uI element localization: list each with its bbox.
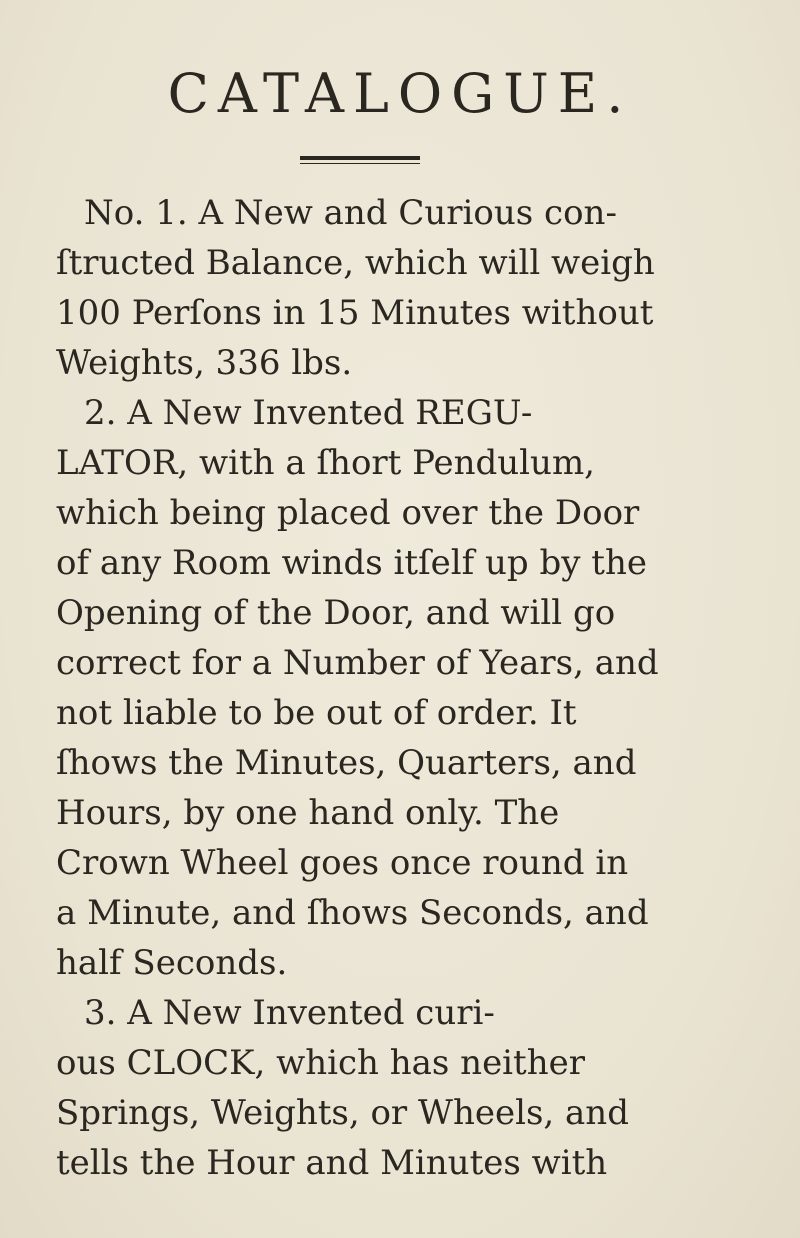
text-line: 100 Perſons in 15 Minutes without [56, 293, 654, 333]
text-line: LATOR, with a ſhort Pendulum, [56, 443, 595, 483]
text-line: ous CLOCK, which has neither [56, 1043, 585, 1083]
text-line: 2. A New Invented REGU- [84, 393, 533, 433]
text-line: tells the Hour and Minutes with [56, 1143, 608, 1183]
text-line: Springs, Weights, or Wheels, and [56, 1093, 629, 1133]
text-line: which being placed over the Door [56, 493, 640, 533]
text-line: of any Room winds itſelf up by the [56, 543, 647, 583]
catalogue-text [56, 188, 776, 1188]
catalogue-heading: CATALOGUE. [167, 62, 633, 125]
text-line: ſtructed Balance, which will weigh [56, 243, 655, 283]
text-line: ſhows the Minutes, Quarters, and [56, 743, 637, 783]
heading-rule [300, 156, 420, 166]
text-line: Weights, 336 lbs. [56, 343, 353, 383]
text-line: not liable to be out of order. It [56, 693, 577, 733]
text-line: half Seconds. [56, 943, 288, 983]
rule-thin-line [300, 163, 420, 164]
text-line: 3. A New Invented curi- [84, 993, 495, 1033]
text-line: a Minute, and ſhows Seconds, and [56, 893, 649, 933]
text-line: Crown Wheel goes once round in [56, 843, 629, 883]
text-line: Hours, by one hand only. The [56, 793, 560, 833]
text-line: correct for a Number of Years, and [56, 643, 659, 683]
text-line: Opening of the Door, and will go [56, 593, 616, 633]
text-line: No. 1. A New and Curious con- [84, 193, 617, 233]
rule-thick-line [300, 156, 420, 160]
